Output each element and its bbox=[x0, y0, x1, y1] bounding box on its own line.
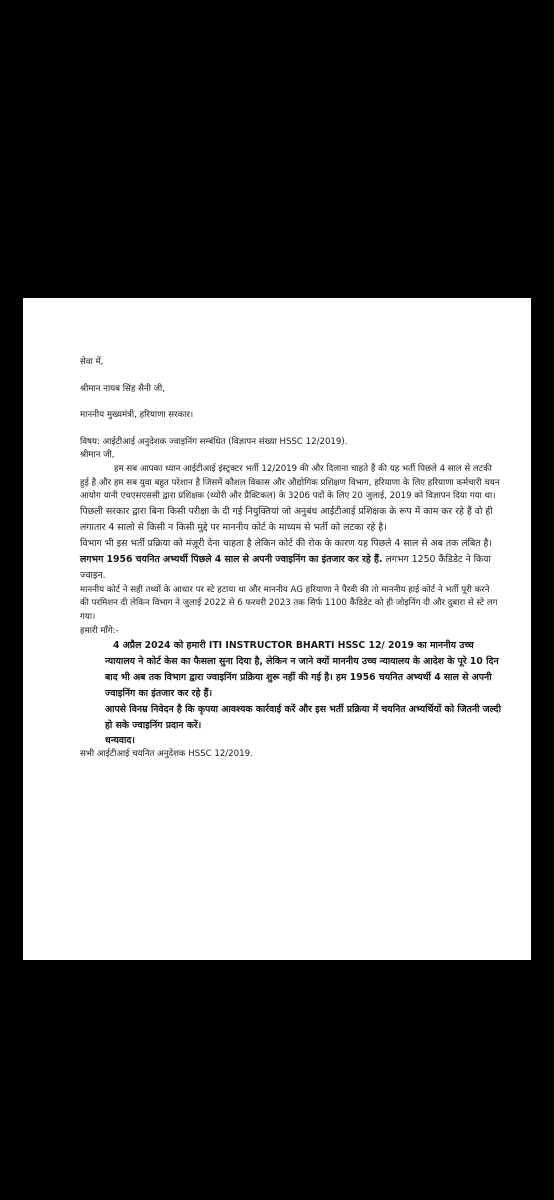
letter-page bbox=[23, 298, 531, 960]
addressee-title: माननीय मुख्यमंत्री, हरियाणा सरकार। bbox=[80, 410, 194, 421]
thanks: धन्यवाद। bbox=[105, 735, 135, 747]
signoff: सभी आईटीआई चयनित अनुदेशक HSSC 12/2019. bbox=[80, 748, 253, 759]
paragraph-1: हम सब आपका ध्यान आईटीआई इंस्ट्रक्टर भर्ती 12/2019 की और दिलाना चाहते हैं की यह भर्ती पिछले 4 साल से लटकी हुई है और हम सब युवा बहुत परेशान है जिसमें कौशल विकास और औद्योगिक प्रशिक्षण विभाग, हरियाणा के लिए हरियाणा कर्मचारी चयन आयोग यानी एचएसएससी द्वारा प्रशिक्षक (थ्योरी और प्रैक्टिकल) के 3206 पदों के लिए 20 जुलाई, 2019 को विज्ञापन दिया गया था। bbox=[80, 463, 500, 502]
paragraph-3: विभाग भी इस भर्ती प्रक्रिया को मंज़ूरी देना चाहता है लेकिन कोर्ट की रोक के कारण यह पिछले 4 साल से अब तक लंबित है। bbox=[80, 537, 492, 549]
demands-label: हमारी माँगे:- bbox=[80, 625, 119, 636]
greeting: श्रीमान जी, bbox=[80, 450, 115, 461]
paragraph-5: माननीय कोर्ट ने सही तथ्यों के आधार पर स्टे हटाया था और माननीय AG हरियाणा ने पैरवी की तो माननीय हाई कोर्ट ने भर्ती पूरी करने की परमिशन दी लेकिन विभाग ने जुलाई 2022 से 6 फरवरी 2023 तक सिर्फ 1100 कैंडिडेट को ही जोइनिंग दी और दुबारा से स्टे लग गया। bbox=[80, 584, 498, 622]
to-label: सेवा में, bbox=[80, 357, 104, 367]
paragraph-4-emphasis: लगभग 1956 चयनित अभ्यर्थी पिछले 4 साल से अपनी ज्वाइनिंग का इंतजार कर रहे हैं. bbox=[80, 553, 383, 565]
paragraph-2: पिछली सरकार द्वारा बिना किसी परीक्षा के दी गई नियुक्तियां जो अनुबंध आईटीआई प्रशिक्षक के रूप में काम कर रहे हैं वो ही लगातार 4 सालो से किसी न किसी मुद्दे पर माननीय कोर्ट के माध्यम से भर्ती को लटका रहे है। bbox=[80, 505, 493, 533]
address-block bbox=[80, 356, 513, 423]
addressee-name: श्रीमान नायब सिंह सैनी जी, bbox=[80, 383, 165, 394]
paragraph-4-rest: लगभग 1250 कैंडिडेट ने किया ज्वाइन. bbox=[80, 553, 491, 581]
demand-2: आपसे विनम्र निवेदन है कि कृपया आवश्यक कार्रवाई करें और इस भर्ती प्रक्रिया में चयनित अभ्यर्थियों को जितनी जल्दी हो सके ज्वाइनिंग प्रदान करें। bbox=[105, 704, 501, 732]
demand-1: 4 अप्रैल 2024 को हमारी ITI INSTRUCTOR BHARTI HSSC 12/ 2019 का माननीय उच्च न्यायालय ने कोर्ट केस का फैसला सुना दिया है, लेकिन न जाने क्यों माननीय उच्च न्यायालय के आदेश के पूरे 10 दिन बाद भी अब तक विभाग द्वारा ज्वाइनिंग प्रक्रिया शुरू नहीं की गई है। हम 1956 चयनित अभ्यर्थी 4 साल से अपनी ज्वाइनिंग का इंतजार कर रहे हैं। bbox=[105, 640, 499, 700]
paragraph-4 bbox=[80, 552, 513, 584]
subject-line: विषय: आईटीआई अनुदेशक ज्वाइनिंग सम्बंधित (विज्ञापन संख्या HSSC 12/2019). bbox=[80, 436, 348, 447]
